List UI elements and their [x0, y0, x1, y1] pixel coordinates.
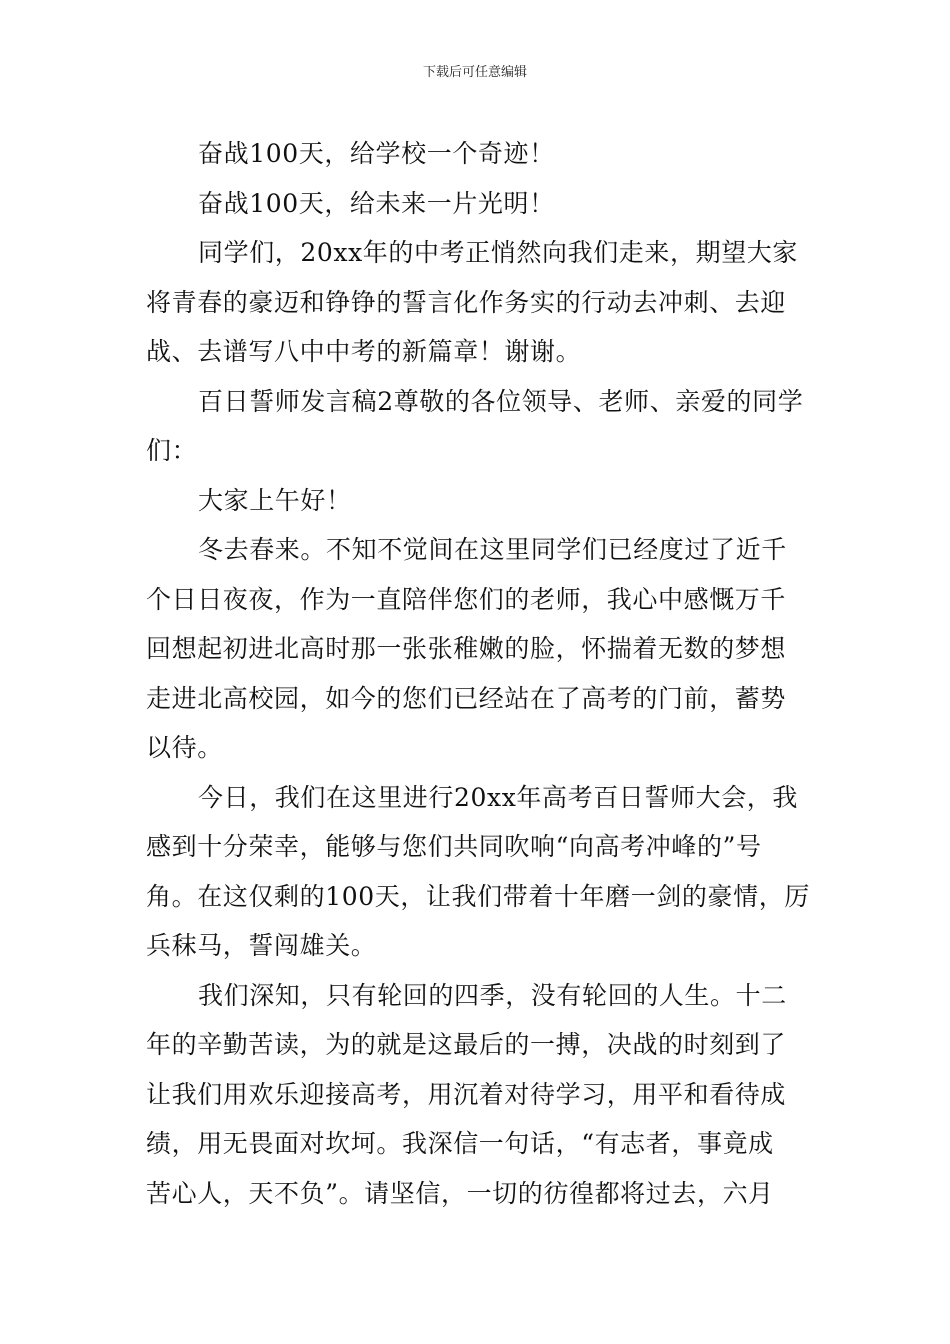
text-line: 我们深知，只有轮回的四季，没有轮回的人生。十二 — [198, 980, 787, 1010]
text-line: 们： — [146, 436, 198, 465]
text-line: 百日誓师发言稿2尊敬的各位领导、老师、亲爱的同学 — [198, 386, 804, 416]
text-line: 感到十分荣幸，能够与您们共同吹响“向高考冲峰的”号 — [146, 832, 762, 861]
paragraph — [146, 129, 806, 179]
text-line: 让我们用欢乐迎接高考，用沉着对待学习，用平和看待成 — [146, 1079, 787, 1109]
text-line: 冬去春来。不知不觉间在这里同学们已经度过了近千 — [198, 535, 787, 564]
text-line: 以待。 — [146, 733, 223, 762]
text-line: 角。在这仅剩的100天，让我们带着十年磨一剑的豪情，厉 — [146, 881, 810, 911]
text-line: 绩，用无畏面对坎坷。我深信一句话，“有志者，事竟成 — [146, 1129, 774, 1158]
paragraph — [146, 773, 810, 971]
document-body — [146, 129, 810, 1218]
text-line: 大家上午好！ — [198, 485, 352, 515]
text-line: 同学们，20xx年的中考正悄然向我们走来，期望大家 — [198, 238, 799, 267]
paragraph — [146, 179, 806, 229]
text-line: 个日日夜夜，作为一直陪伴您们的老师，我心中感慨万千 — [146, 584, 787, 614]
text-line: 苦心人，天不负”。请坚信，一切的彷徨都将过去，六月 — [146, 1178, 774, 1208]
text-line: 奋战100天，给未来一片光明！ — [198, 188, 555, 218]
text-line: 走进北高校园，如今的您们已经站在了高考的门前，蓄势 — [146, 683, 787, 713]
paragraph — [146, 228, 806, 377]
paragraph — [146, 476, 806, 526]
text-line: 回想起初进北高时那一张张稚嫩的脸，怀揣着无数的梦想 — [146, 634, 787, 663]
paragraph — [146, 377, 806, 476]
text-line: 兵秣马，誓闯雄关。 — [146, 931, 377, 960]
paragraph — [146, 971, 806, 1219]
text-line: 奋战100天，给学校一个奇迹！ — [198, 139, 555, 168]
text-line: 今日，我们在这里进行20xx年高考百日誓师大会，我 — [198, 782, 799, 812]
text-line: 年的辛勤苦读，为的就是这最后的一搏，决战的时刻到了 — [146, 1030, 787, 1059]
text-line: 战、去谱写八中中考的新篇章！谢谢。 — [146, 337, 582, 366]
paragraph — [146, 525, 806, 773]
page-header-note: 下载后可任意编辑 — [422, 65, 527, 80]
text-line: 将青春的豪迈和铮铮的誓言化作务实的行动去冲刺、去迎 — [146, 287, 787, 317]
